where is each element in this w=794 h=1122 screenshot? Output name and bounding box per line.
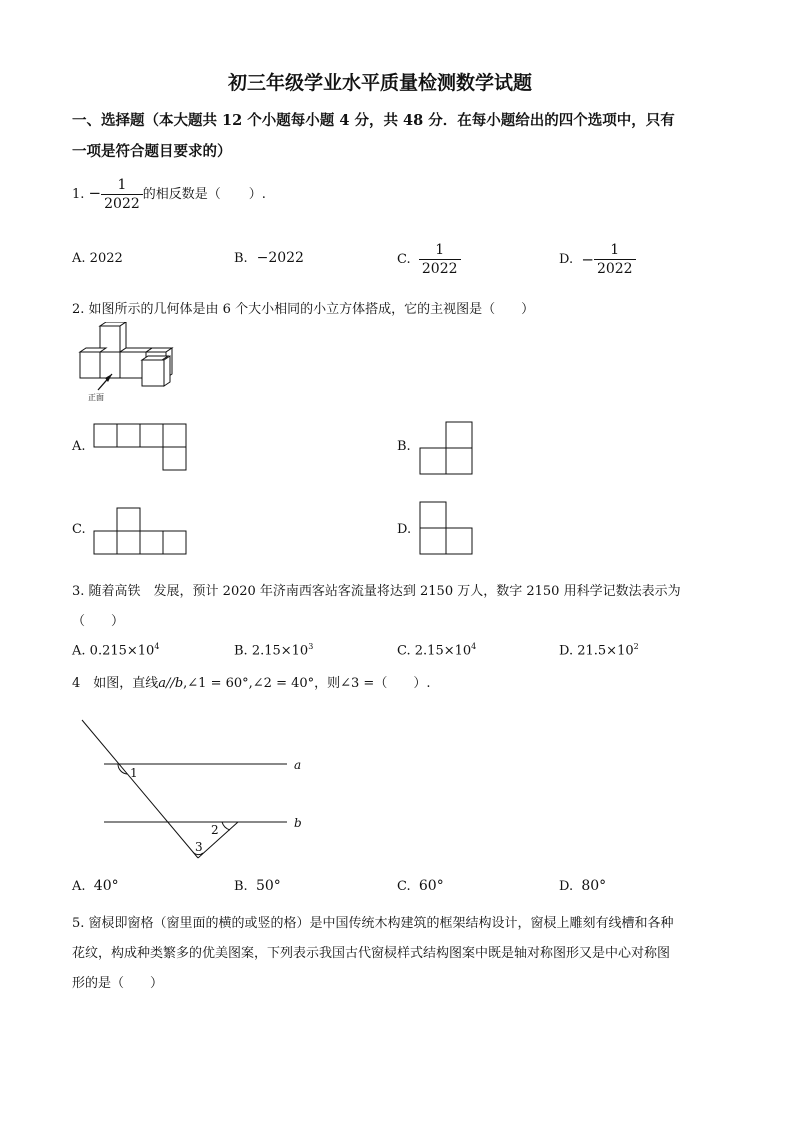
option-label: B. <box>234 879 248 894</box>
option-b: B. <box>397 439 411 454</box>
variable-a: a <box>158 676 167 691</box>
numerator: 1 <box>117 177 127 193</box>
minus-sign: − <box>88 184 102 202</box>
option-value: 40° <box>93 878 119 894</box>
angle-3-label: 3 <box>195 840 203 854</box>
option-label: B. <box>234 643 248 659</box>
section-header-line1: 一、选择题（本大题共 12 个小题每小题 4 分，共 48 分．在每小题给出的四个选项中，只有 <box>72 112 675 129</box>
question-5-line2: 花纹，构成种类繁多的优美图案，下列表示我国古代窗棂样式结构图案中既是轴对称图形又是中心对称图 <box>72 946 671 961</box>
option-label: C. <box>397 879 411 894</box>
minus-sign: − <box>581 250 594 269</box>
angle-2-label: 2 <box>211 823 219 837</box>
exponent: 4 <box>154 642 160 651</box>
option-a-figure <box>92 422 192 474</box>
option-value: 2022 <box>89 251 123 266</box>
section-header-line2: 一项是符合题目要求的） <box>72 143 232 160</box>
option-label: D. <box>559 879 574 894</box>
cube-solid-figure <box>72 322 192 404</box>
question-2: 2. 如图所示的几何体是由 6 个大小相同的小立方体搭成，它的主视图是（ ） <box>72 302 535 317</box>
transversal-line <box>82 720 198 858</box>
question-prefix: 4 如图，直线 <box>72 676 159 691</box>
question-number: 1. <box>72 187 85 202</box>
numerator: 1 <box>610 242 620 258</box>
option-value: 80° <box>581 878 607 894</box>
option-label: C. <box>397 643 411 659</box>
option-d: D. <box>397 522 412 537</box>
option-value: −2022 <box>256 250 304 266</box>
fraction <box>101 177 143 212</box>
option-c: C. <box>72 522 86 537</box>
question-ask: ，则∠3 =（ ）. <box>314 676 431 691</box>
angle-1-label: 1 <box>130 766 138 780</box>
fraction <box>419 242 461 277</box>
option-label: D. <box>559 643 574 659</box>
angle-2-arc <box>222 822 230 830</box>
option-c <box>397 242 461 277</box>
option-label: B. <box>234 251 248 266</box>
option-a <box>72 878 119 894</box>
option-d <box>559 242 636 277</box>
option-label: D. <box>559 252 574 267</box>
question-5-line1: 5. 窗棂即窗格（窗里面的横的或竖的格）是中国传统木构建筑的框架结构设计，窗棂上雕刻有线槽和各种 <box>72 916 674 931</box>
parallel-lines-figure <box>72 712 322 862</box>
option-label: A. <box>72 879 86 894</box>
denominator: 2022 <box>594 259 636 277</box>
option-a: A. <box>72 439 86 454</box>
question-close: ）. <box>248 187 266 202</box>
option-value: 2.15×10 <box>414 643 472 659</box>
option-a <box>72 642 159 658</box>
option-value: 60° <box>418 878 444 894</box>
line-b-label: b <box>294 816 302 830</box>
page-title: 初三年级学业水平质量检测数学试题 <box>228 72 533 94</box>
option-value: 50° <box>255 878 281 894</box>
exponent: 3 <box>308 642 314 651</box>
question-4 <box>72 672 430 691</box>
condition: ,∠1 = 60°,∠2 = 40° <box>183 676 315 691</box>
option-c-figure <box>92 506 192 558</box>
numerator: 1 <box>435 242 445 258</box>
option-a <box>72 251 123 266</box>
option-label: A. <box>72 251 86 266</box>
option-b <box>234 642 313 658</box>
option-d <box>559 642 639 658</box>
line-a-label: a <box>294 758 302 772</box>
option-label: C. <box>397 252 411 267</box>
exponent: 2 <box>633 642 639 651</box>
question-3-line2: （ ） <box>72 614 125 629</box>
front-label: 正面 <box>88 393 104 402</box>
denominator: 2022 <box>101 194 143 212</box>
option-b <box>234 250 304 266</box>
question-5-line3: 形的是（ ） <box>72 976 164 991</box>
option-label: A. <box>72 643 86 659</box>
fraction <box>594 242 636 277</box>
variable-b: b <box>174 676 184 691</box>
option-d-figure <box>418 500 478 558</box>
option-d <box>559 878 606 894</box>
question-text: 的相反数是（ <box>142 187 221 202</box>
option-c <box>397 642 476 658</box>
option-value: 21.5×10 <box>577 643 634 659</box>
option-value: 0.215×10 <box>89 643 155 659</box>
option-b <box>234 878 281 894</box>
option-b-figure <box>418 420 478 476</box>
question-3-line1: 3. 随着高铁 发展，预计 2020 年济南西客站客流量将达到 2150 万人，数字 2150 用科学记数法表示为 <box>72 584 681 599</box>
parallel-symbol: // <box>166 676 175 691</box>
option-c <box>397 878 444 894</box>
option-value: 2.15×10 <box>251 643 309 659</box>
question-1 <box>72 177 266 212</box>
exponent: 4 <box>471 642 477 651</box>
denominator: 2022 <box>419 259 461 277</box>
